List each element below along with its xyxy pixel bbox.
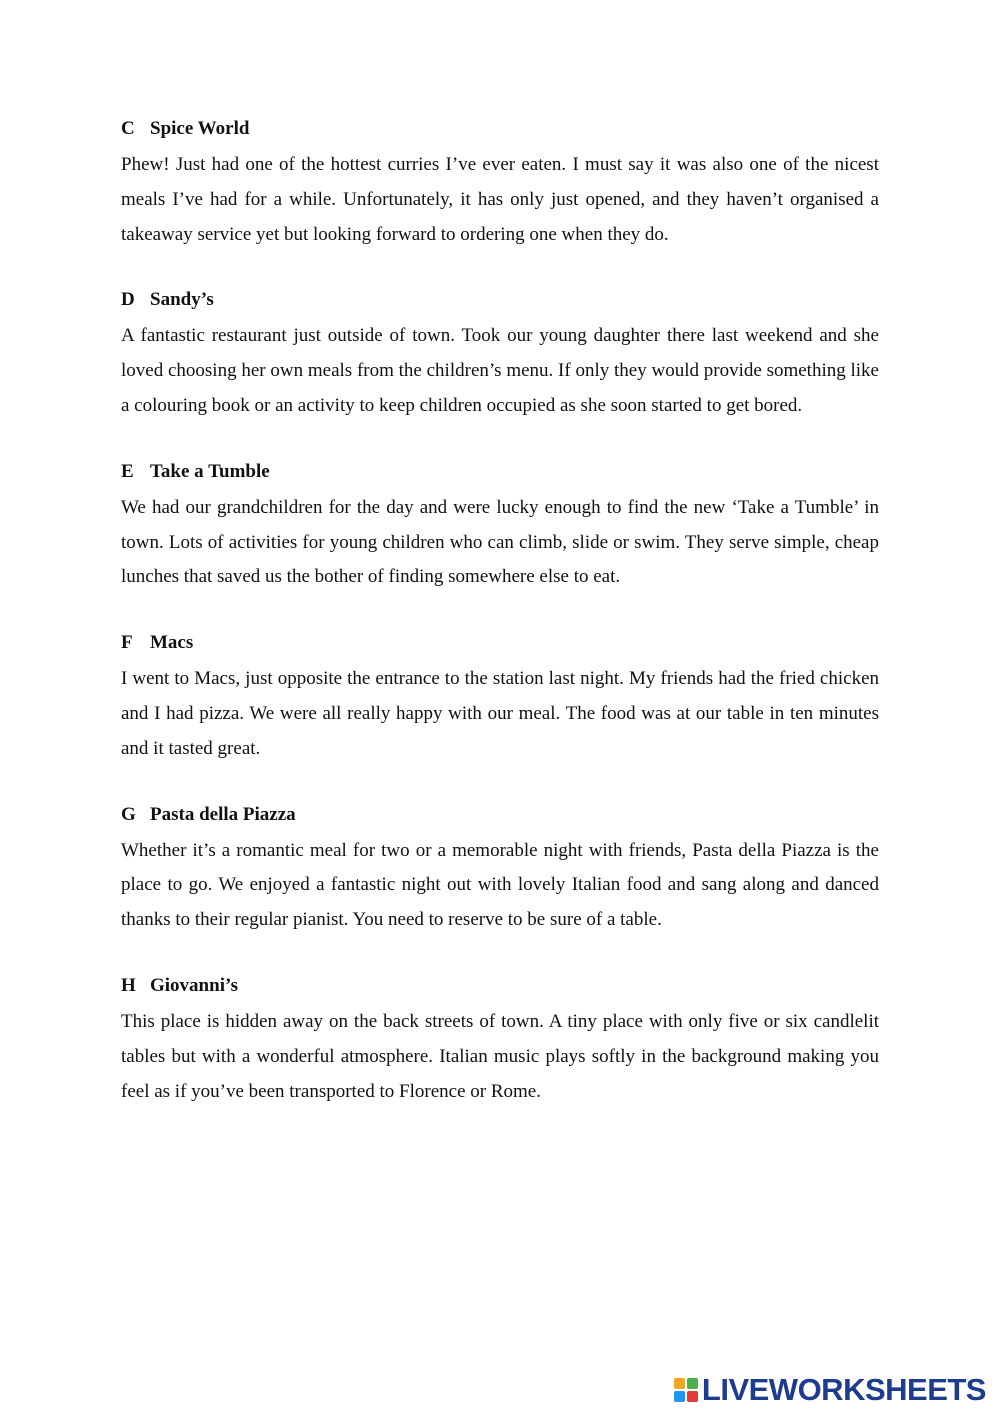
review-e: [121, 457, 879, 595]
review-body: I went to Macs, just opposite the entrance to the station last night. My friends had the fried chicken and I had pizza. We were all really happy with our meal. The food was at our table in ten minutes and it tasted great.: [121, 668, 879, 759]
review-c: [121, 114, 879, 252]
review-body: A fantastic restaurant just outside of town. Took our young daughter there last weekend and she loved choosing her own meals from the children’s menu. If only they would provide something like a colouring book or an activity to keep children occupied as she soon started to get bored.: [121, 325, 879, 416]
review-body: Phew! Just had one of the hottest curries I’ve ever eaten. I must say it was also one of the nicest meals I’ve had for a while. Unfortunately, it has only just opened, and they haven’t organised a takeaway service yet but looking forward to ordering one when they do.: [121, 154, 879, 245]
liveworksheets-logo-icon: [674, 1378, 698, 1402]
review-title: Sandy’s: [150, 289, 214, 311]
badge-square: [674, 1378, 685, 1389]
review-heading: [121, 628, 879, 658]
review-heading: [121, 457, 879, 487]
review-d: [121, 285, 879, 423]
review-body: Whether it’s a romantic meal for two or a memorable night with friends, Pasta della Piazza is the place to go. We enjoyed a fantastic night out with lovely Italian food and sang along and danced thanks to their regular pianist. You need to reserve to be sure of a table.: [121, 839, 879, 931]
review-letter: C: [121, 118, 135, 139]
review-letter: H: [121, 974, 136, 996]
review-heading: [121, 285, 879, 315]
review-g: [121, 800, 879, 938]
review-h: [121, 971, 879, 1109]
document-page: [121, 114, 879, 1142]
review-f: [121, 628, 879, 766]
review-body: This place is hidden away on the back streets of town. A tiny place with only five or six candlelit tables but with a wonderful atmosphere. Italian music plays softly in the background making you feel as if you’ve been transported to Florence or Rome.: [121, 1010, 879, 1102]
review-title: Pasta della Piazza: [150, 803, 296, 825]
review-body: We had our grandchildren for the day and were lucky enough to find the new ‘Take a Tumble’ in town. Lots of activities for young children who can climb, slide or swim. They serve simple, cheap lunches that saved us the bother of finding somewhere else to eat.: [121, 496, 879, 588]
review-title: Spice World: [150, 118, 250, 139]
review-title: Giovanni’s: [150, 974, 238, 996]
review-letter: F: [121, 632, 133, 654]
review-letter: D: [121, 289, 135, 311]
review-heading: [121, 800, 879, 830]
liveworksheets-logo[interactable]: [674, 1373, 986, 1407]
review-letter: G: [121, 803, 136, 825]
review-title: Take a Tumble: [150, 460, 270, 482]
badge-square: [674, 1391, 685, 1402]
badge-square: [687, 1378, 698, 1389]
badge-square: [687, 1391, 698, 1402]
review-title: Macs: [150, 632, 194, 654]
logo-text: LIVEWORKSHEETS: [701, 1372, 986, 1407]
review-letter: E: [121, 460, 134, 482]
review-heading: [121, 114, 879, 144]
review-heading: [121, 971, 879, 1001]
